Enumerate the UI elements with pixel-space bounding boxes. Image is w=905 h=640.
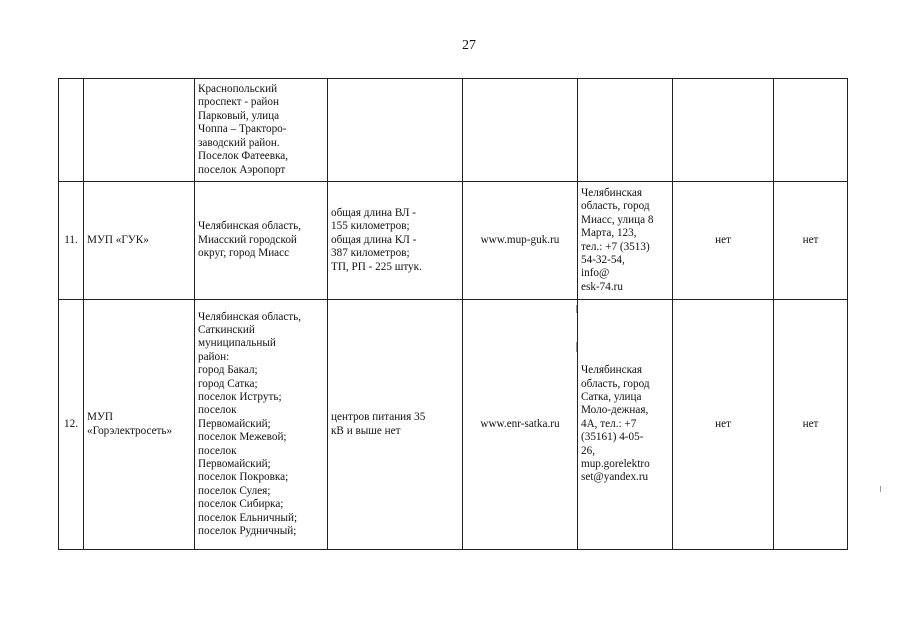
- website-cell: www.enr-satka.ru: [463, 300, 578, 550]
- cell-line: 387 километров;: [331, 247, 410, 260]
- cell-line: МУП: [87, 411, 113, 424]
- cell-line: город Сатка;: [198, 377, 258, 390]
- cell-line: 4А, тел.: +7: [581, 417, 637, 430]
- cell-line: МУП «ГУК»: [87, 233, 149, 246]
- column-8-cell: нет: [774, 300, 848, 550]
- address-cell: [578, 182, 673, 300]
- cell-line: Челябинская: [581, 186, 642, 199]
- row-number-cell: 12.: [59, 300, 84, 550]
- cell-line: поселок: [198, 404, 237, 417]
- scan-mark: [576, 305, 577, 313]
- cell-line: поселок: [198, 444, 237, 457]
- cell-line: поселок Сулея;: [198, 484, 271, 497]
- cell-line: область, город: [581, 377, 650, 390]
- cell-line: Чоппа – Тракторо-: [198, 123, 287, 136]
- cell-line: город Бакал;: [198, 364, 258, 377]
- cell-line: поселок Покровка;: [198, 471, 289, 484]
- cell-line: Первомайский;: [198, 458, 271, 471]
- cell-line: заводский район.: [198, 136, 280, 149]
- cell-line: mup.gorelektro: [581, 458, 650, 471]
- organization-cell: [84, 182, 195, 300]
- cell-line: общая длина КЛ -: [331, 233, 417, 246]
- column-8-cell: [774, 79, 848, 182]
- row-number-cell: [59, 79, 84, 182]
- cell-line: Сатка, улица: [581, 390, 642, 403]
- column-8-cell: нет: [774, 182, 848, 300]
- cell-line: 155 километров;: [331, 220, 410, 233]
- cell-line: тел.: +7 (3513): [581, 240, 650, 253]
- cell-line: Моло-дежная,: [581, 404, 649, 417]
- cell-line: esk-74.ru: [581, 280, 623, 293]
- scan-mark: [576, 342, 577, 352]
- cell-line: поселок Межевой;: [198, 431, 287, 444]
- territory-cell: [195, 300, 328, 550]
- cell-line: центров питания 35: [331, 411, 426, 424]
- table-row: [59, 300, 848, 550]
- cell-line: поселок Ельничный;: [198, 511, 298, 524]
- cell-line: set@yandex.ru: [581, 471, 649, 484]
- cell-line: 26,: [581, 444, 595, 457]
- cell-line: поселок Сибирка;: [198, 498, 284, 511]
- networks-cell: [328, 182, 463, 300]
- cell-line: (35161) 4-05-: [581, 431, 644, 444]
- cell-line: общая длина ВЛ -: [331, 206, 416, 219]
- website-cell: www.mup-guk.ru: [463, 182, 578, 300]
- cell-line: Краснопольский: [198, 83, 278, 96]
- cell-line: Челябинская область,: [198, 310, 302, 323]
- cell-line: Первомайский;: [198, 417, 271, 430]
- operators-table: [58, 78, 848, 550]
- cell-line: info@: [581, 267, 610, 280]
- address-cell: [578, 79, 673, 182]
- row-number-cell: 11.: [59, 182, 84, 300]
- website-cell: [463, 79, 578, 182]
- territory-cell: [195, 79, 328, 182]
- organization-cell: [84, 300, 195, 550]
- cell-line: поселок Иструть;: [198, 390, 282, 403]
- cell-line: муниципальный: [198, 337, 276, 350]
- page-number: 27: [462, 38, 476, 53]
- table-row: [59, 79, 848, 182]
- column-7-cell: [673, 79, 774, 182]
- cell-line: Поселок Фатеевка,: [198, 150, 289, 163]
- column-7-cell: нет: [673, 300, 774, 550]
- cell-line: Марта, 123,: [581, 227, 637, 240]
- cell-line: проспект - район: [198, 96, 279, 109]
- cell-line: район:: [198, 350, 230, 363]
- networks-cell: [328, 300, 463, 550]
- column-7-cell: нет: [673, 182, 774, 300]
- cell-line: округ, город Миасс: [198, 247, 290, 260]
- scan-mark: [880, 486, 881, 492]
- table-row: [59, 182, 848, 300]
- cell-line: «Горэлектросеть»: [87, 424, 173, 437]
- cell-line: 54-32-54,: [581, 253, 625, 266]
- cell-line: поселок Аэропорт: [198, 163, 286, 176]
- address-cell: [578, 300, 673, 550]
- networks-cell: [328, 79, 463, 182]
- territory-cell: [195, 182, 328, 300]
- cell-line: Саткинский: [198, 323, 255, 336]
- cell-line: Челябинская: [581, 364, 642, 377]
- organization-cell: [84, 79, 195, 182]
- cell-line: ТП, РП - 225 штук.: [331, 260, 422, 273]
- cell-line: область, город: [581, 200, 650, 213]
- cell-line: Миасс, улица 8: [581, 213, 654, 226]
- cell-line: кВ и выше нет: [331, 424, 401, 437]
- cell-line: Челябинская область,: [198, 220, 302, 233]
- cell-line: Парковый, улица: [198, 109, 280, 122]
- cell-line: Миасский городской: [198, 233, 297, 246]
- cell-line: поселок Рудничный;: [198, 525, 297, 538]
